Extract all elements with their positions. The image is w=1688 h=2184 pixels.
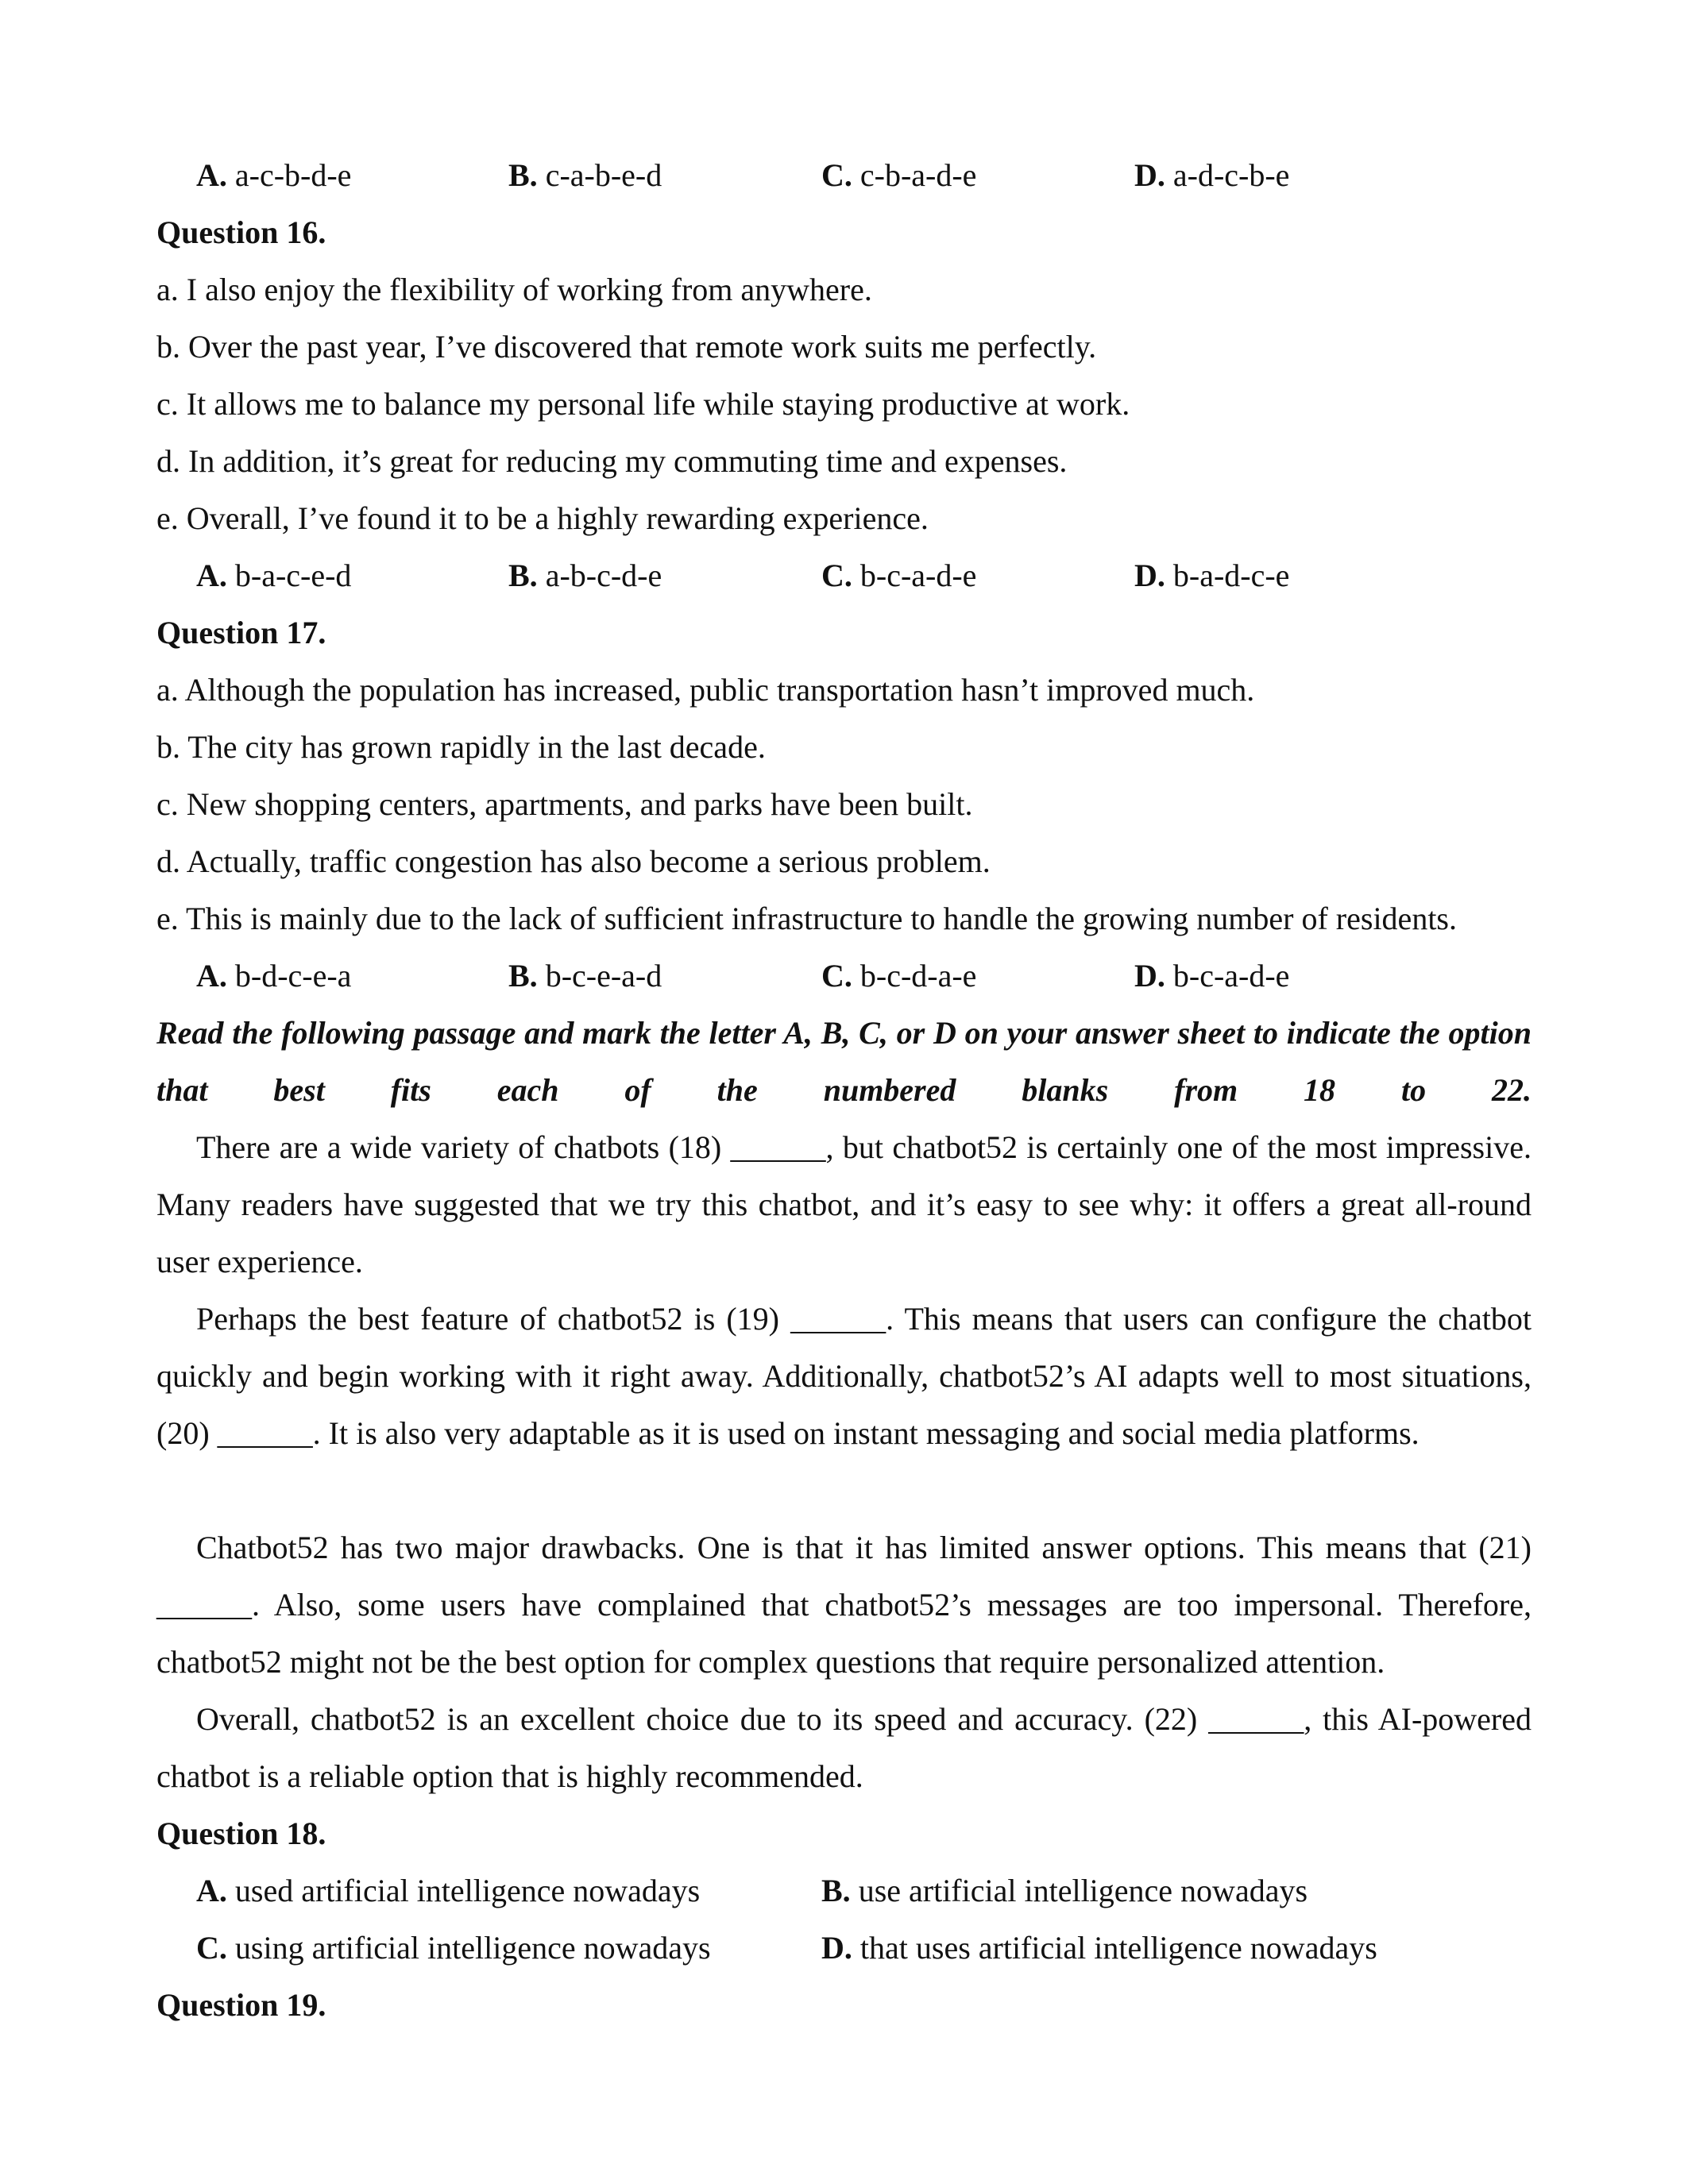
option-letter: D. bbox=[1134, 958, 1165, 994]
option-text: use artificial intelligence nowadays bbox=[850, 1873, 1308, 1908]
q15-option-c[interactable] bbox=[821, 156, 976, 195]
option-letter: D. bbox=[1134, 157, 1165, 193]
q18-options-row-2 bbox=[0, 1929, 1688, 1967]
q17-option-d[interactable] bbox=[1134, 957, 1289, 995]
option-text: that uses artificial intelligence nowadays bbox=[852, 1930, 1377, 1966]
q16-option-c[interactable] bbox=[821, 557, 976, 595]
option-text: b-c-e-a-d bbox=[537, 958, 662, 994]
option-letter: A. bbox=[196, 558, 227, 593]
q15-option-a[interactable] bbox=[196, 156, 351, 195]
option-text: a-b-c-d-e bbox=[537, 558, 662, 593]
option-text: a-d-c-b-e bbox=[1165, 157, 1290, 193]
q17-sentence-e: e. This is mainly due to the lack of sufficient infrastructure to handle the growing number of residents. bbox=[156, 901, 1457, 936]
paragraph-text: Overall, chatbot52 is an excellent choice due to its speed and accuracy. (22) ______, this AI-powered chatbot is a reliable option that is highly recommended. bbox=[156, 1701, 1532, 1794]
q16-sentence-d: d. In addition, it’s great for reducing my commuting time and expenses. bbox=[156, 443, 1068, 479]
passage-paragraph-4 bbox=[156, 1691, 1532, 1805]
option-letter: A. bbox=[196, 157, 227, 193]
q16-sentence-c: c. It allows me to balance my personal life while staying productive at work. bbox=[156, 386, 1130, 422]
option-letter: C. bbox=[821, 958, 852, 994]
q16-option-b[interactable] bbox=[508, 557, 662, 595]
q17-sentence-c: c. New shopping centers, apartments, and parks have been built. bbox=[156, 786, 973, 822]
q16-sentence-b: b. Over the past year, I’ve discovered that remote work suits me perfectly. bbox=[156, 329, 1097, 365]
q18-option-b[interactable] bbox=[821, 1872, 1308, 1910]
option-letter: C. bbox=[196, 1930, 227, 1966]
option-letter: B. bbox=[821, 1873, 851, 1908]
q16-sentence-a: a. I also enjoy the flexibility of working from anywhere. bbox=[156, 272, 872, 307]
option-letter: A. bbox=[196, 958, 227, 994]
passage-paragraph-1 bbox=[156, 1119, 1532, 1291]
q16-options bbox=[0, 557, 1688, 595]
option-text: b-c-a-d-e bbox=[1165, 958, 1290, 994]
q16-option-d[interactable] bbox=[1134, 557, 1289, 595]
q17-option-c[interactable] bbox=[821, 957, 976, 995]
option-text: using artificial intelligence nowadays bbox=[226, 1930, 711, 1966]
option-text: b-a-d-c-e bbox=[1165, 558, 1290, 593]
option-letter: D. bbox=[821, 1930, 852, 1966]
option-letter: A. bbox=[196, 1873, 227, 1908]
option-letter: B. bbox=[508, 958, 538, 994]
q16-option-a[interactable] bbox=[196, 557, 351, 595]
q17-sentence-a: a. Although the population has increased, public transportation hasn’t improved much. bbox=[156, 672, 1255, 708]
option-text: b-c-d-a-e bbox=[852, 958, 977, 994]
option-text: b-d-c-e-a bbox=[226, 958, 352, 994]
q15-option-d[interactable] bbox=[1134, 156, 1289, 195]
passage-paragraph-2 bbox=[156, 1291, 1532, 1462]
passage-instruction: Read the following passage and mark the letter A, B, C, or D on your answer sheet to indicate the option that best fits each of the numbered blanks from 18 to 22. bbox=[156, 1015, 1532, 1108]
option-letter: B. bbox=[508, 157, 538, 193]
option-text: c-b-a-d-e bbox=[852, 157, 977, 193]
option-text: c-a-b-e-d bbox=[537, 157, 662, 193]
question-17-title: Question 17. bbox=[156, 615, 326, 650]
q18-options-row-1 bbox=[0, 1872, 1688, 1910]
option-text: a-c-b-d-e bbox=[226, 157, 352, 193]
q18-option-a[interactable] bbox=[196, 1872, 700, 1910]
paragraph-text: Chatbot52 has two major drawbacks. One is that it has limited answer options. This means that (21) ______. Also, some users have complained that chatbot52’s messages are too impersonal. Therefore, chatbot52 might not be the best option for complex questions that require personalized attention. bbox=[156, 1530, 1532, 1680]
q18-option-c[interactable] bbox=[196, 1929, 711, 1967]
option-letter: C. bbox=[821, 558, 852, 593]
question-18-title: Question 18. bbox=[156, 1815, 326, 1851]
q17-option-a[interactable] bbox=[196, 957, 351, 995]
q15-options bbox=[0, 156, 1688, 195]
option-text: b-c-a-d-e bbox=[852, 558, 977, 593]
passage-paragraph-3 bbox=[156, 1519, 1532, 1691]
paragraph-text: Perhaps the best feature of chatbot52 is (19) ______. This means that users can configure the chatbot quickly and begin working with it right away. Additionally, chatbot52’s AI adapts well to most situations, (20) ______. It is also very adaptable as it is used on instant messaging and social media platforms. bbox=[156, 1301, 1532, 1451]
option-text: used artificial intelligence nowadays bbox=[226, 1873, 701, 1908]
q17-sentence-b: b. The city has grown rapidly in the last decade. bbox=[156, 729, 766, 765]
q18-option-d[interactable] bbox=[821, 1929, 1377, 1967]
q17-option-b[interactable] bbox=[508, 957, 662, 995]
q17-options bbox=[0, 957, 1688, 995]
paragraph-text: There are a wide variety of chatbots (18) ______, but chatbot52 is certainly one of the most impressive. Many readers have suggested that we try this chatbot, and it’s easy to see why: it offers a great all-round user experience. bbox=[156, 1129, 1532, 1279]
question-19-title: Question 19. bbox=[156, 1987, 326, 2023]
q15-option-b[interactable] bbox=[508, 156, 662, 195]
question-16-title: Question 16. bbox=[156, 214, 326, 250]
option-letter: C. bbox=[821, 157, 852, 193]
option-text: b-a-c-e-d bbox=[226, 558, 352, 593]
option-letter: D. bbox=[1134, 558, 1165, 593]
option-letter: B. bbox=[508, 558, 538, 593]
q16-sentence-e: e. Overall, I’ve found it to be a highly rewarding experience. bbox=[156, 500, 929, 536]
q17-sentence-d: d. Actually, traffic congestion has also become a serious problem. bbox=[156, 843, 991, 879]
